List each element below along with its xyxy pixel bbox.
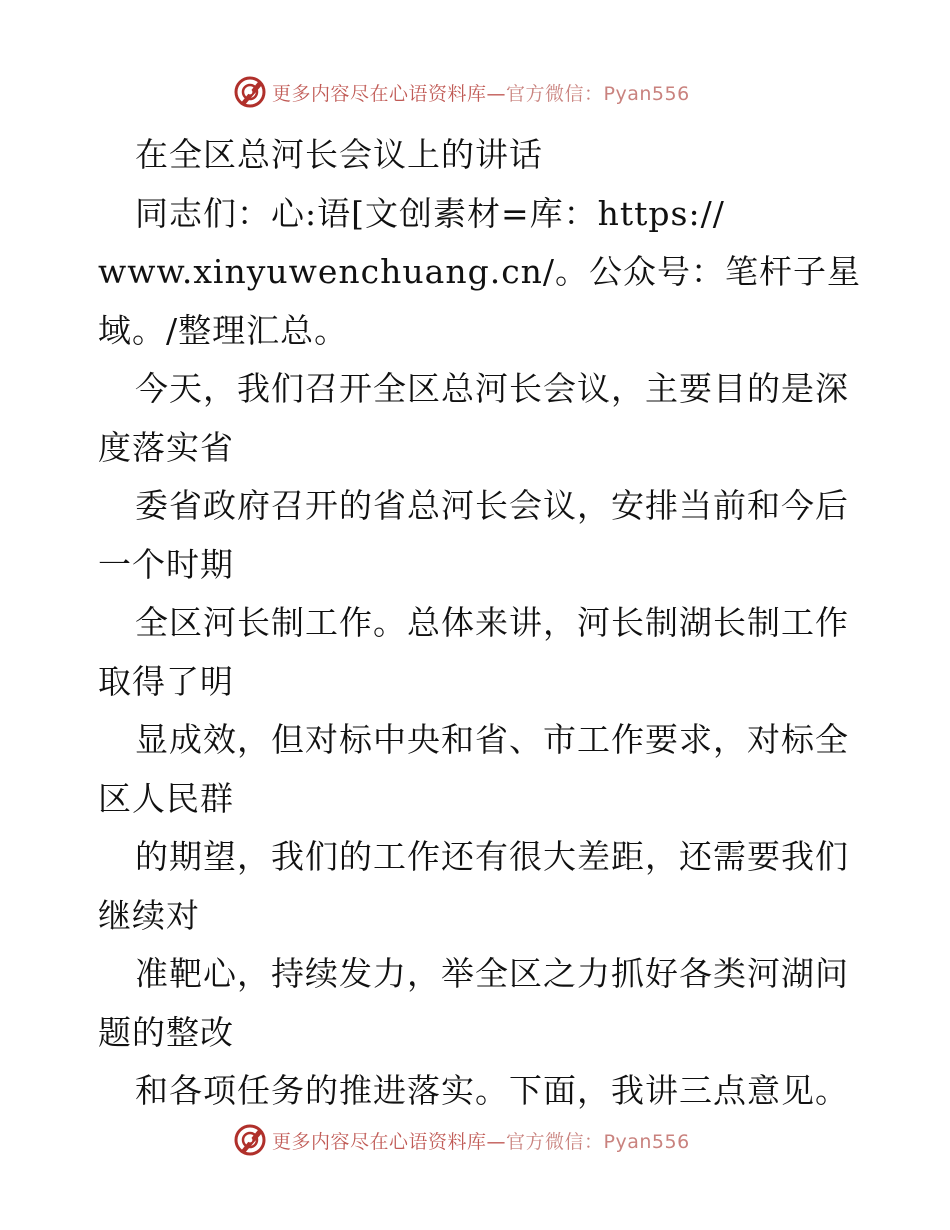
text-line: 度落实省 (98, 427, 234, 467)
document-title: 在全区总河长会议上的讲话 (135, 135, 543, 174)
header-banner (232, 72, 752, 112)
text-line: 一个时期 (98, 544, 234, 584)
text-line: 继续对 (98, 895, 200, 935)
text-line: 今天，我们召开全区总河长会议，主要目的是深 (135, 369, 849, 408)
text-line: 题的整改 (98, 1012, 234, 1052)
text-line: 和各项任务的推进落实。下面，我讲三点意见。 (135, 1071, 849, 1110)
document-body (98, 126, 862, 1121)
text-line: 全区河长制工作。总体来讲，河长制湖长制工作 (135, 603, 849, 642)
text-line: 显成效，但对标中央和省、市工作要求，对标全 (135, 720, 849, 759)
text-line: 区人民群 (98, 778, 234, 818)
text-line: 取得了明 (98, 661, 234, 701)
banner-text: 更多内容尽在心语资料库—官方微信：Pyan556 (272, 1130, 690, 1153)
text-line: 委省政府召开的省总河长会议，安排当前和今后 (135, 486, 849, 525)
text-line: 准靶心，持续发力，举全区之力抓好各类河湖问 (135, 954, 849, 993)
text-line: 同志们：心:语[文创素材=库：https:// (135, 193, 725, 233)
text-line: www.xinyuwenchuang.cn/。公众号：笔杆子星 (98, 252, 862, 291)
footer-banner (232, 1120, 752, 1160)
pen-logo-icon (232, 74, 268, 110)
pen-logo-icon (232, 1122, 268, 1158)
text-line: 的期望，我们的工作还有很大差距，还需要我们 (135, 837, 849, 876)
text-line: 域。/整理汇总。 (98, 310, 349, 350)
banner-text: 更多内容尽在心语资料库—官方微信：Pyan556 (272, 82, 690, 105)
